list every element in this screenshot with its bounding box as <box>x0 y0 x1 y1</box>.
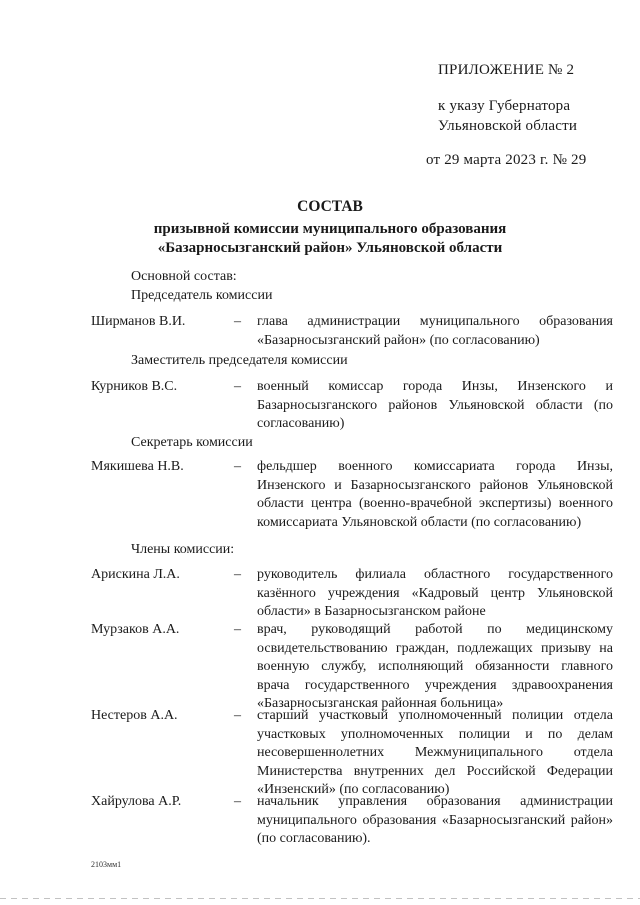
label-deputy: Заместитель председателя комиссии <box>131 353 348 368</box>
entry-name: Арискина Л.А. <box>91 567 180 582</box>
footer-code: 2103мм1 <box>91 860 122 869</box>
entry-dash: – <box>234 794 241 809</box>
entry-description: военный комиссар города Инзы, Инзенского и Базарносызганского районов Ульяновской области (по согласованию) <box>257 379 613 431</box>
entry-description: начальник управления образования администрации муниципального образования «Базарносызганский район» (по согласованию). <box>257 794 613 846</box>
entry-dash: – <box>234 459 241 474</box>
entry-description: старший участковый уполномоченный полиции отдела участковых уполномоченных полиции и по делам несовершеннолетних Межмуниципального отдела Министерства внутренних дел Российской Федерации «Инзенский» (по согласованию) <box>257 708 613 797</box>
entry-description: глава администрации муниципального образования «Базарносызганский район» (по согласованию) <box>257 314 613 348</box>
title-line-3: «Базарносызганский район» Ульяновской области <box>157 240 503 256</box>
entry-name: Мякишева Н.В. <box>91 459 184 474</box>
annex-date: от 29 марта 2023 г. № 29 <box>426 152 587 168</box>
entry-description: фельдшер военного комиссариата города Инзы, Инзенского и Базарносызганского районов Ульяновской области центра (военно-врачебной экспертизы) военного комиссариата Ульяновской области (по согласованию) <box>257 459 613 530</box>
entry-dash: – <box>234 314 241 329</box>
entry-description: руководитель филиала областного государственного казённого учреждения «Кадровый центр Ульяновской области» в Базарносызганском районе <box>257 567 613 619</box>
label-main-composition: Основной состав: <box>131 269 237 284</box>
entry-name: Нестеров А.А. <box>91 708 178 723</box>
label-secretary: Секретарь комиссии <box>131 435 253 450</box>
label-chairman: Председатель комиссии <box>131 288 273 303</box>
entry-name: Мурзаков А.А. <box>91 622 180 637</box>
entry-dash: – <box>234 567 241 582</box>
entry-name: Ширманов В.И. <box>91 314 186 329</box>
title-line-2: призывной комиссии муниципального образования <box>153 221 507 237</box>
entry-dash: – <box>234 622 241 637</box>
annex-number: ПРИЛОЖЕНИЕ № 2 <box>438 62 575 78</box>
scan-edge-divider <box>0 898 640 899</box>
entry-dash: – <box>234 708 241 723</box>
annex-to-decree: к указу Губернатора <box>438 98 571 114</box>
entry-name: Курников В.С. <box>91 379 178 394</box>
annex-region: Ульяновской области <box>438 118 578 134</box>
entry-description: врач, руководящий работой по медицинскому освидетельствованию граждан, подлежащих призыву на военную службу, исполняющий обязанности главного врача государственного учреждения здравоохранения «Базарносызганская районная больница» <box>257 622 613 711</box>
annex-header <box>426 60 587 170</box>
title-line-1: СОСТАВ <box>297 198 363 215</box>
document-title <box>120 197 540 258</box>
label-members: Члены комиссии: <box>131 542 235 557</box>
entry-dash: – <box>234 379 241 394</box>
entry-name: Хайрулова А.Р. <box>91 794 182 809</box>
